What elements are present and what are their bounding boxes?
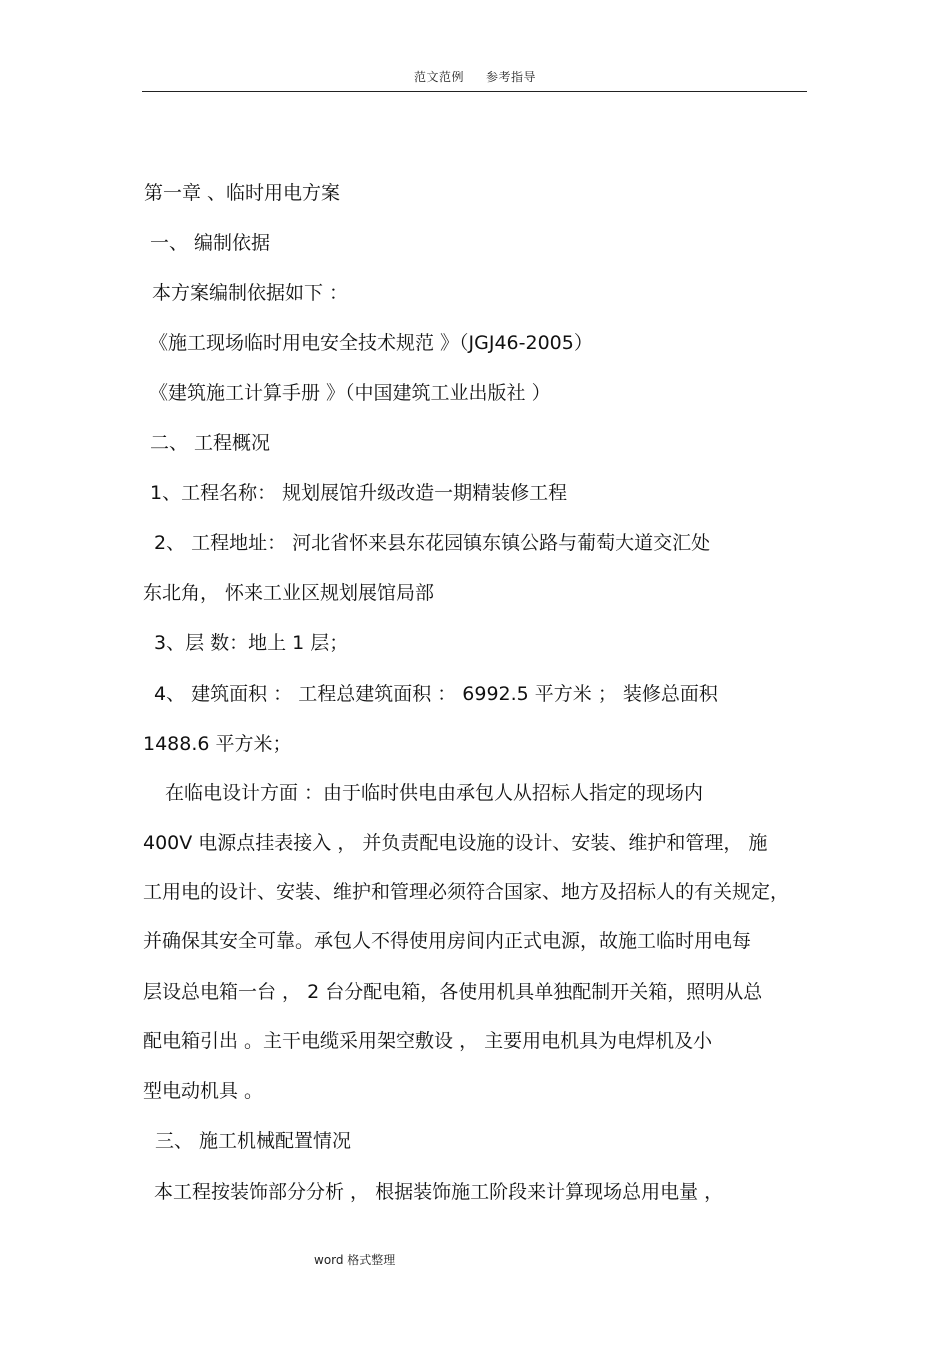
text-line: 型电动机具 。 <box>143 1080 264 1102</box>
text-line: 1488.6 平方米； <box>143 733 292 755</box>
text-line: 2、 工程地址： 河北省怀来县东花园镇东镇公路与葡萄大道交汇处 <box>154 532 711 554</box>
header-divider <box>142 91 807 92</box>
chapter-title: 第一章 、临时用电方案 <box>144 182 341 204</box>
text-line: 3、层 数：地上 1 层； <box>154 632 349 654</box>
text-line: 《施工现场临时用电安全技术规范 》（JGJ46-2005） <box>149 332 593 354</box>
text-line: 本方案编制依据如下 ： <box>152 282 349 304</box>
header-right-text: 参考指导 <box>486 70 537 84</box>
text-line: 配电箱引出 。主干电缆采用架空敷设 ， 主要用电机具为电焊机及小 <box>143 1030 713 1052</box>
text-line: 工用电的设计、安装、维护和管理必须符合国家、地方及招标人的有关规定， <box>143 881 790 903</box>
text-line: 400V 电源点挂表接入 ， 并负责配电设施的设计、安装、维护和管理， 施 <box>143 832 768 854</box>
text-line: 东北角， 怀来工业区规划展馆局部 <box>143 582 435 604</box>
text-line: 并确保其安全可靠。承包人不得使用房间内正式电源，故施工临时用电每 <box>143 930 752 952</box>
page-footer: word 格式整理 <box>314 1253 396 1267</box>
page-header <box>0 68 950 85</box>
section-heading: 一、 编制依据 <box>150 232 271 254</box>
section-heading: 二、 工程概况 <box>150 432 271 454</box>
text-line: 本工程按装饰部分分析 ， 根据装饰施工阶段来计算现场总用电量 ， <box>154 1181 724 1203</box>
text-line: 《建筑施工计算手册 》（中国建筑工业出版社 ） <box>149 382 551 404</box>
text-line: 在临电设计方面 ：由于临时供电由承包人从招标人指定的现场内 <box>165 782 704 804</box>
text-line: 1、工程名称： 规划展馆升级改造一期精装修工程 <box>150 482 568 504</box>
section-heading: 三、 施工机械配置情况 <box>155 1130 352 1152</box>
text-line: 层设总电箱一台 ， 2 台分配电箱，各使用机具单独配制开关箱，照明从总 <box>143 981 763 1003</box>
text-line: 4、 建筑面积 ： 工程总建筑面积 ： 6992.5 平方米 ； 装修总面积 <box>154 683 718 705</box>
header-left-text: 范文范例 <box>413 70 464 84</box>
